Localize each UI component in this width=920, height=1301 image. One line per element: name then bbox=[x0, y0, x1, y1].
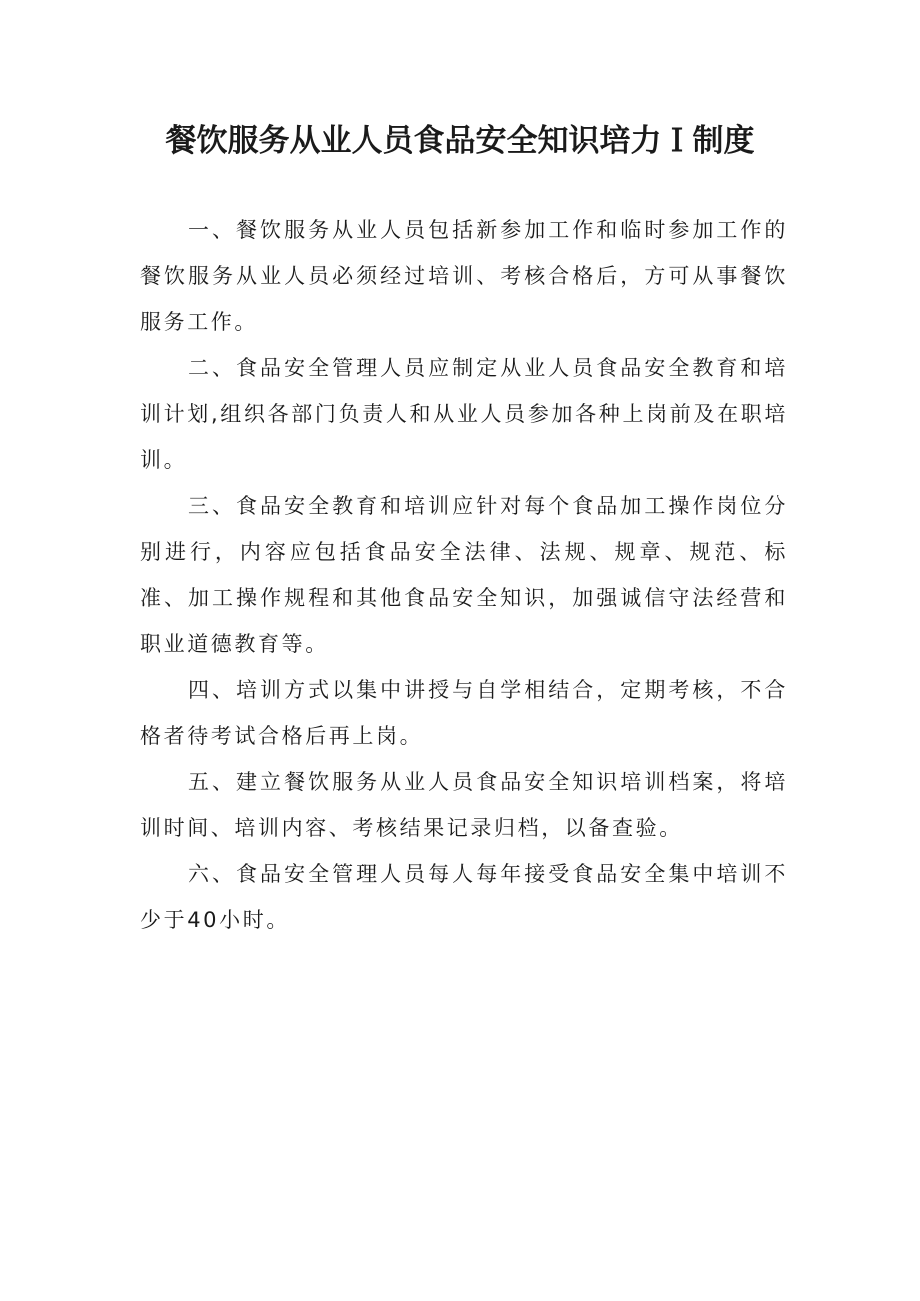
paragraph-1: 一、餐饮服务从业人员包括新参加工作和临时参加工作的餐饮服务从业人员必须经过培训、考核合格后，方可从事餐饮服务工作。 bbox=[140, 218, 788, 334]
paragraph-2: 二、食品安全管理人员应制定从业人员食品安全教育和培训计划,组织各部门负责人和从业人员参加各种上岗前及在职培训。 bbox=[140, 356, 788, 472]
document-body bbox=[140, 207, 788, 943]
paragraph-3: 三、食品安全教育和培训应针对每个食品加工操作岗位分别进行，内容应包括食品安全法律、法规、规章、规范、标准、加工操作规程和其他食品安全知识，加强诚信守法经营和职业道德教育等。 bbox=[140, 494, 788, 656]
document-title: 餐饮服务从业人员食品安全知识培力Ｉ制度 bbox=[165, 123, 755, 159]
paragraph-5: 五、建立餐饮服务从业人员食品安全知识培训档案，将培训时间、培训内容、考核结果记录归档，以备查验。 bbox=[140, 770, 788, 840]
paragraph-4: 四、培训方式以集中讲授与自学相结合，定期考核，不合格者待考试合格后再上岗。 bbox=[140, 678, 788, 748]
paragraph-6: 六、食品安全管理人员每人每年接受食品安全集中培训不少于40小时。 bbox=[140, 862, 788, 932]
